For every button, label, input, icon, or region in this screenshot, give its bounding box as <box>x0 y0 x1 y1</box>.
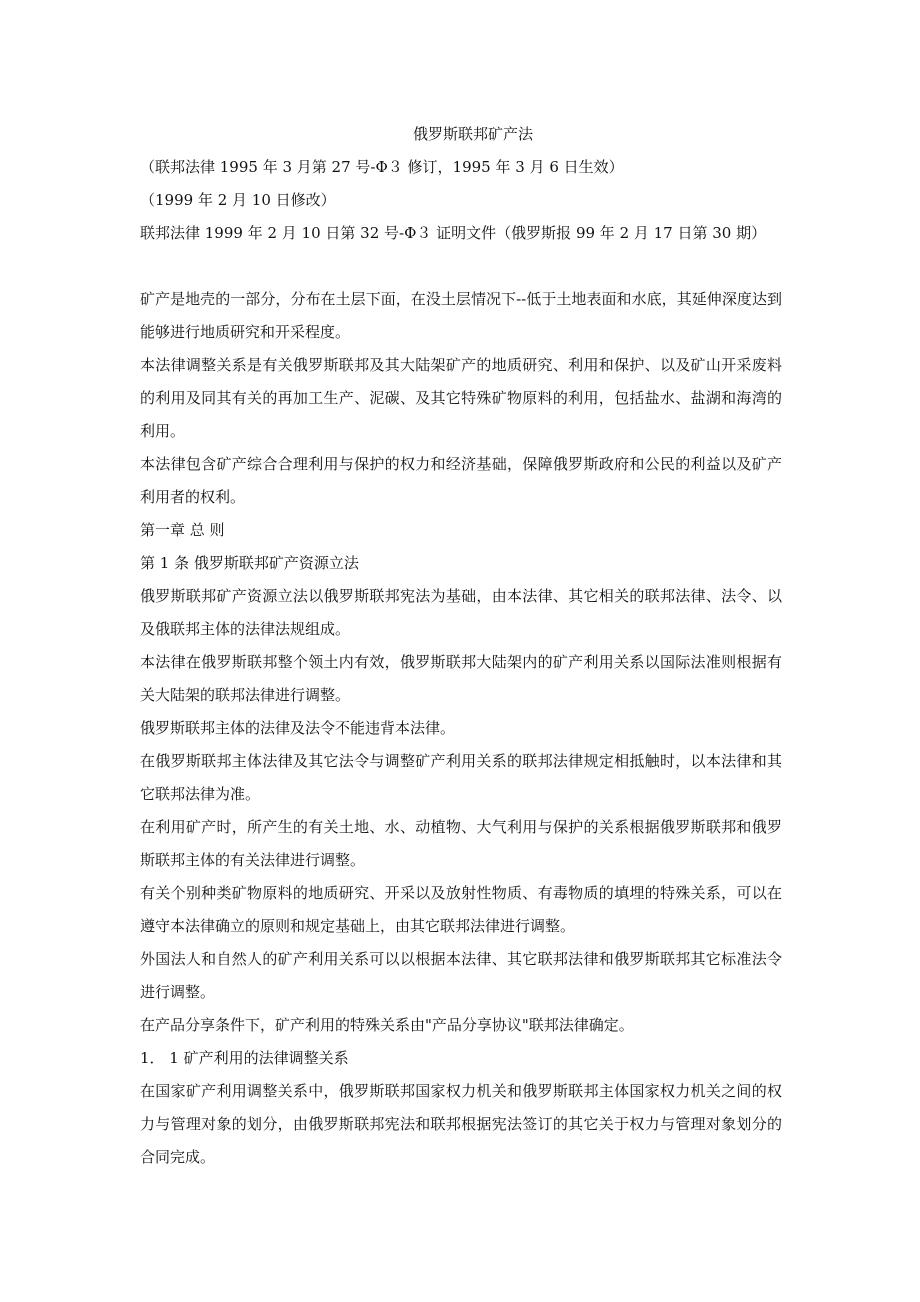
paragraph-scope: 本法律调整关系是有关俄罗斯联邦及其大陆架矿产的地质研究、利用和保护、以及矿山开采废料的利用及同其有关的再加工生产、泥碳、及其它特殊矿物原料的利用，包括盐水、盐湖和海湾的利用。 <box>140 356 782 440</box>
paragraph-definition: 矿产是地壳的一部分，分布在土层下面，在没土层情况下--低于土地表面和水底，其延伸深度达到能够进行地质研究和开采程度。 <box>140 290 782 341</box>
paragraph-subject-laws: 俄罗斯联邦主体的法律及法令不能违背本法律。 <box>140 719 456 737</box>
paragraph-authority-division: 在国家矿产利用调整关系中，俄罗斯联邦国家权力机关和俄罗斯联邦主体国家权力机关之间的权力与管理对象的划分，由俄罗斯联邦宪法和联邦根据宪法签订的其它关于权力与管理对象划分的合同完成。 <box>140 1082 782 1166</box>
paragraph-legislation: 俄罗斯联邦矿产资源立法以俄罗斯联邦宪法为基础，由本法律、其它相关的联邦法律、法令、以及俄联邦主体的法律法规组成。 <box>140 587 782 638</box>
chapter-heading: 第一章 总 则 <box>140 521 225 539</box>
paragraph-related-resources: 在利用矿产时，所产生的有关土地、水、动植物、大气利用与保护的关系根据俄罗斯联邦和俄罗斯联邦主体的有关法律进行调整。 <box>140 818 782 869</box>
paragraph-foreign-persons: 外国法人和自然人的矿产利用关系可以以根据本法律、其它联邦法律和俄罗斯联邦其它标准法令进行调整。 <box>140 950 782 1001</box>
subsection-heading: 1． 1 矿产利用的法律调整关系 <box>140 1049 349 1067</box>
paragraph-production-sharing: 在产品分享条件下，矿产利用的特殊关系由"产品分享协议"联邦法律确定。 <box>140 1016 634 1034</box>
amendment-note-1999: （1999 年 2 月 10 日修改） <box>140 191 336 209</box>
blank-line <box>140 250 782 283</box>
paragraph-basis: 本法律包含矿产综合合理利用与保护的权力和经济基础，保障俄罗斯政府和公民的利益以及矿产利用者的权利。 <box>140 455 782 506</box>
certification-note: 联邦法律 1999 年 2 月 10 日第 32 号-Φ３ 证明文件（俄罗斯报 99 年 2 月 17 日第 30 期） <box>140 224 767 242</box>
article-heading: 第 1 条 俄罗斯联邦矿产资源立法 <box>140 554 359 572</box>
document-body <box>140 118 782 1174</box>
amendment-note-1995: （联邦法律 1995 年 3 月第 27 号-Φ３ 修订，1995 年 3 月 6 日生效） <box>140 158 624 176</box>
paragraph-conflict: 在俄罗斯联邦主体法律及其它法令与调整矿产利用关系的联邦法律规定相抵触时，以本法律和其它联邦法律为准。 <box>140 752 782 803</box>
document-title: 俄罗斯联邦矿产法 <box>412 125 533 143</box>
paragraph-special-relations: 有关个别种类矿物原料的地质研究、开采以及放射性物质、有毒物质的填埋的特殊关系，可以在遵守本法律确立的原则和规定基础上，由其它联邦法律进行调整。 <box>140 884 782 935</box>
paragraph-territory: 本法律在俄罗斯联邦整个领土内有效，俄罗斯联邦大陆架内的矿产利用关系以国际法准则根据有关大陆架的联邦法律进行调整。 <box>140 653 782 704</box>
